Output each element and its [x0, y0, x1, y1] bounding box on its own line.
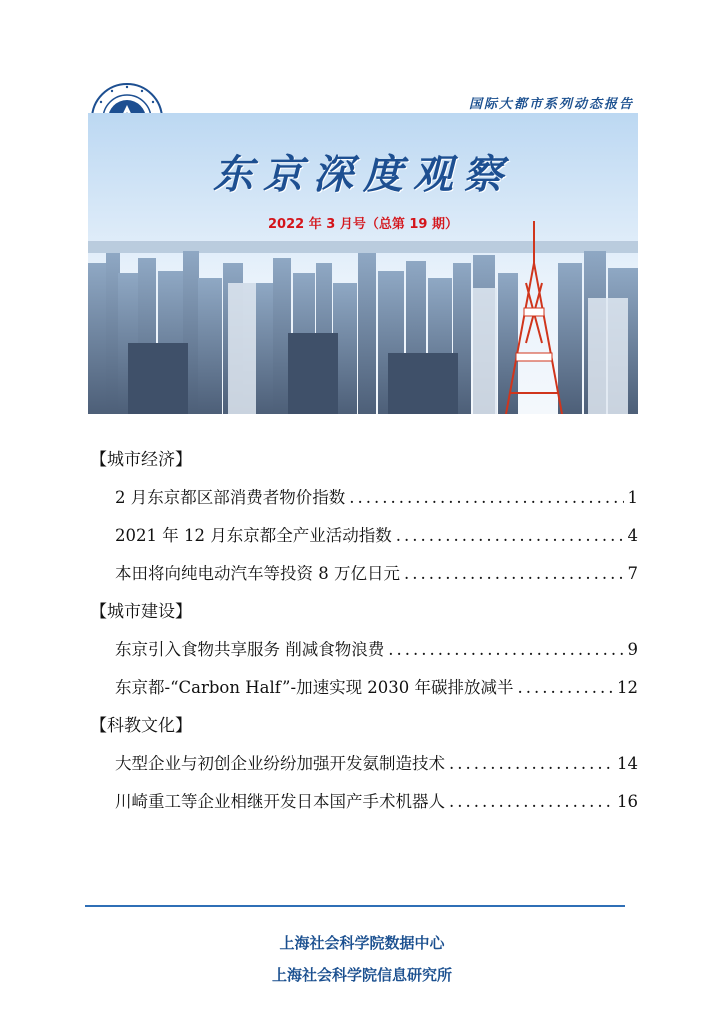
toc-entry[interactable]: [90, 521, 638, 559]
toc-leader-dots: [349, 483, 623, 513]
toc-leader-dots: [518, 673, 613, 703]
issue-label: 2022 年 3 月号（总第 19 期）: [268, 217, 458, 232]
toc-page-number: 1: [627, 488, 638, 507]
toc-page-number: 9: [627, 640, 638, 659]
toc-page-number: 4: [627, 526, 638, 545]
footer-divider: [85, 905, 625, 907]
publication-title: 东京深度观察: [213, 151, 513, 198]
series-label: 国际大都市系列动态报告: [468, 97, 634, 112]
toc-leader-dots: [449, 787, 613, 817]
toc-entry-title: 东京都-“Carbon Half”-加速实现 2030 年碳排放减半: [115, 678, 514, 697]
toc-entry[interactable]: [90, 673, 638, 711]
table-of-contents: [90, 445, 638, 825]
toc-page-number: 7: [627, 564, 638, 583]
toc-entry[interactable]: [90, 787, 638, 825]
toc-entry-title: 2 月东京都区部消费者物价指数: [115, 488, 346, 507]
toc-section-heading: 【城市经济】: [90, 450, 192, 470]
toc-page-number: 12: [617, 678, 638, 697]
toc-section-heading: 【城市建设】: [90, 602, 192, 622]
toc-entry-title: 本田将向纯电动汽车等投资 8 万亿日元: [115, 564, 400, 583]
toc-entry-title: 东京引入食物共享服务 削减食物浪费: [115, 640, 385, 659]
toc-leader-dots: [396, 521, 624, 551]
toc-page-number: 14: [617, 754, 638, 773]
toc-section-heading: 【科教文化】: [90, 716, 192, 736]
toc-leader-dots: [449, 749, 613, 779]
toc-leader-dots: [388, 635, 623, 665]
toc-entry[interactable]: [90, 749, 638, 787]
cover-banner: [88, 113, 638, 414]
toc-entry-title: 川崎重工等企业相继开发日本国产手术机器人: [115, 792, 445, 811]
toc-entry[interactable]: [90, 483, 638, 521]
publisher-line-2: 上海社会科学院信息研究所: [271, 966, 452, 984]
toc-entry-title: 2021 年 12 月东京都全产业活动指数: [115, 526, 392, 545]
toc-page-number: 16: [617, 792, 638, 811]
toc-leader-dots: [404, 559, 624, 589]
toc-entry[interactable]: [90, 559, 638, 597]
publisher-line-1: 上海社会科学院数据中心: [279, 934, 445, 952]
toc-entry[interactable]: [90, 635, 638, 673]
toc-entry-title: 大型企业与初创企业纷纷加强开发氨制造技术: [115, 754, 445, 773]
